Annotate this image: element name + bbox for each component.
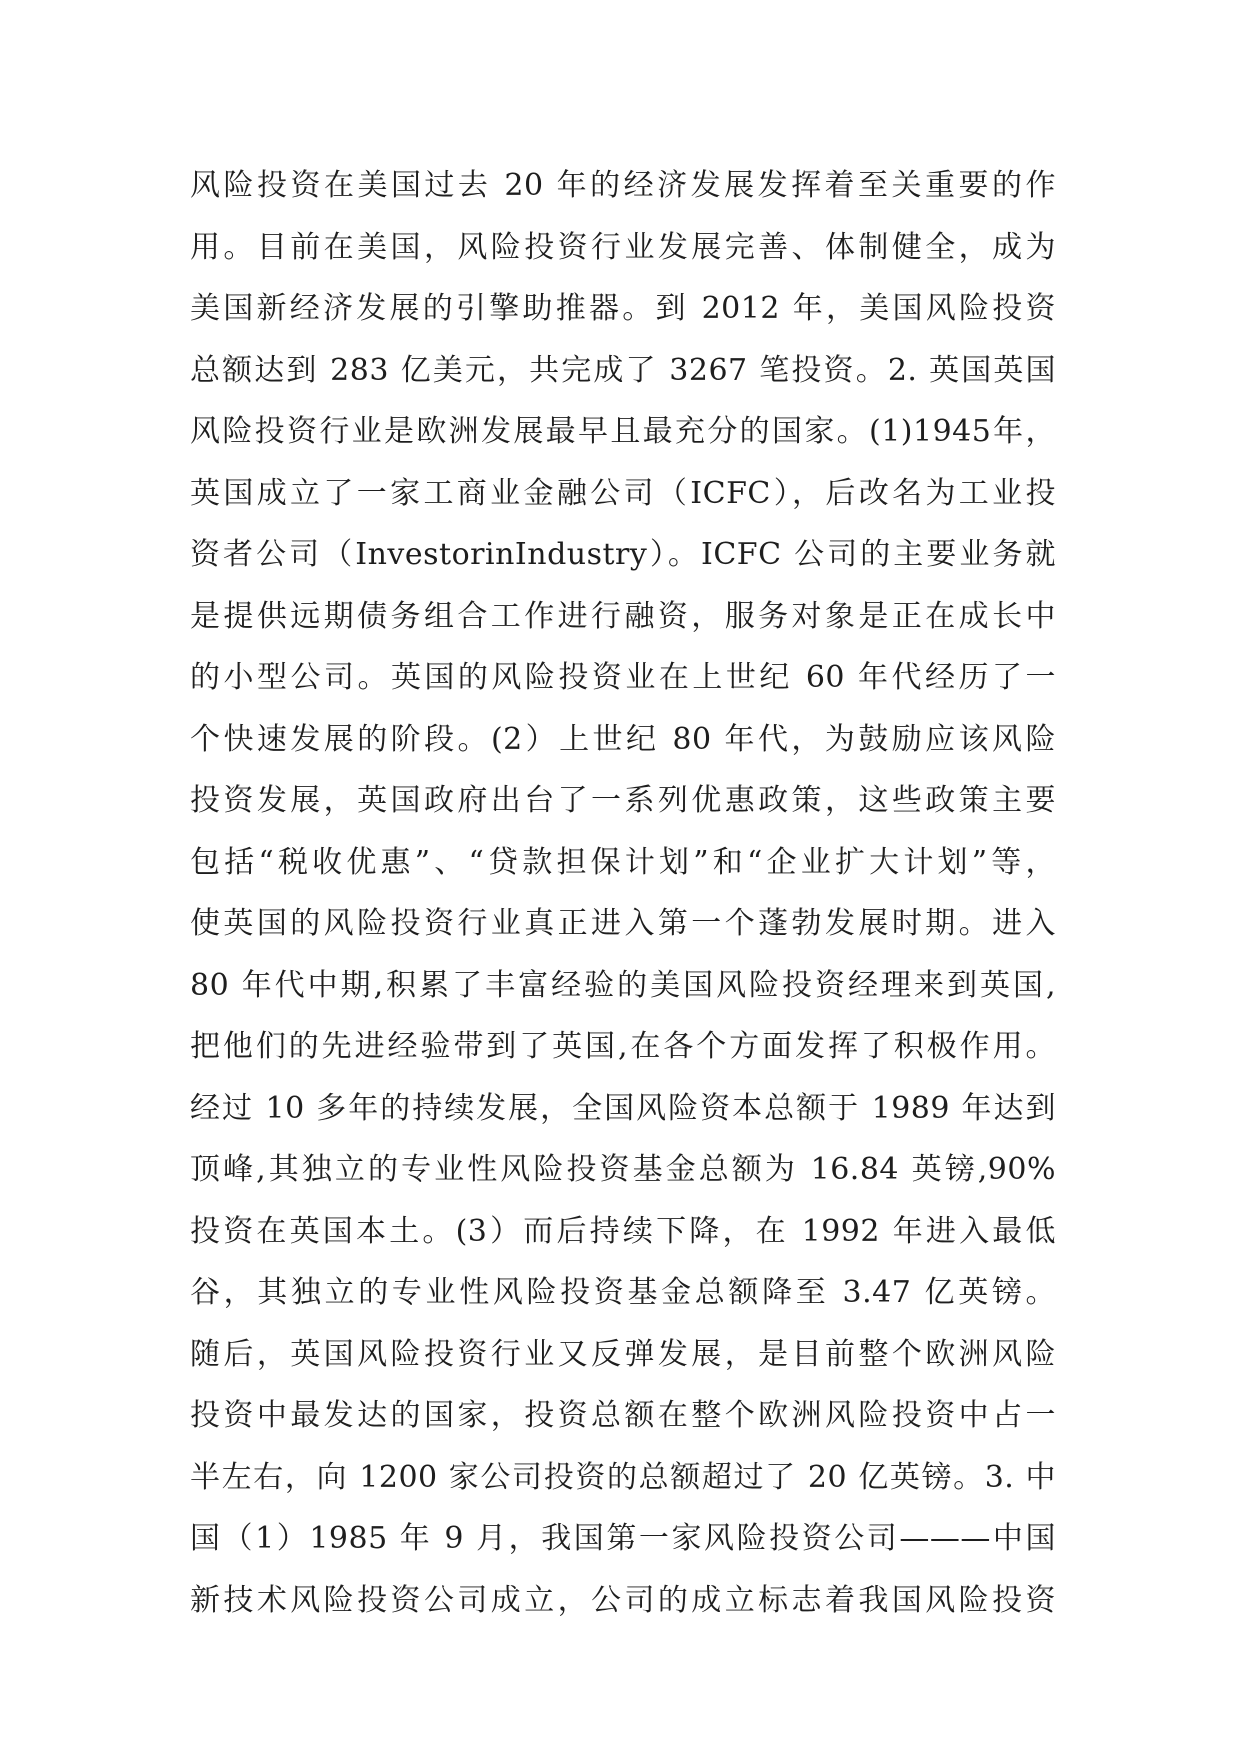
text-line: 投资发展，英国政府出台了一系列优惠政策，这些政策主要	[190, 783, 1056, 818]
text-line: 半左右，向 1200 家公司投资的总额超过了 20 亿英镑。3. 中	[190, 1459, 1056, 1495]
text-line: 用。目前在美国，风险投资行业发展完善、体制健全，成为	[190, 229, 1056, 265]
body-text	[190, 155, 1056, 1631]
text-line: 把他们的先进经验带到了英国,在各个方面发挥了积极作用。	[190, 1029, 1056, 1064]
text-line: 风险投资在美国过去 20 年的经济发展发挥着至关重要的作	[190, 168, 1056, 203]
text-line: 英国成立了一家工商业金融公司（ICFC），后改名为工业投	[190, 475, 1056, 511]
text-line: 使英国的风险投资行业真正进入第一个蓬勃发展时期。进入	[190, 906, 1056, 941]
text-line: 新技术风险投资公司成立，公司的成立标志着我国风险投资	[190, 1582, 1056, 1618]
text-line: 总额达到 283 亿美元，共完成了 3267 笔投资。2. 英国英国	[190, 352, 1056, 388]
text-line: 包括“税收优惠”、“贷款担保计划”和“企业扩大计划”等，	[190, 844, 1056, 880]
text-line: 国（1）1985 年 9 月，我国第一家风险投资公司———中国	[190, 1521, 1056, 1556]
text-line: 投资在英国本土。(3）而后持续下降，在 1992 年进入最低	[190, 1213, 1056, 1249]
text-line: 投资中最发达的国家，投资总额在整个欧洲风险投资中占一	[190, 1398, 1056, 1433]
text-line: 80 年代中期,积累了丰富经验的美国风险投资经理来到英国,	[190, 967, 1056, 1003]
text-line: 谷，其独立的专业性风险投资基金总额降至 3.47 亿英镑。	[190, 1275, 1056, 1310]
text-line: 是提供远期债务组合工作进行融资，服务对象是正在成长中	[190, 598, 1056, 634]
text-line: 的小型公司。英国的风险投资业在上世纪 60 年代经历了一	[190, 660, 1056, 695]
text-line: 资者公司（InvestorinIndustry）。ICFC 公司的主要业务就	[190, 537, 1056, 572]
text-line: 个快速发展的阶段。(2）上世纪 80 年代，为鼓励应该风险	[190, 721, 1056, 757]
text-line: 随后，英国风险投资行业又反弹发展，是目前整个欧洲风险	[190, 1336, 1056, 1372]
text-line: 风险投资行业是欧洲发展最早且最充分的国家。(1)1945年，	[190, 414, 1056, 449]
text-line: 顶峰,其独立的专业性风险投资基金总额为 16.84 英镑,90%	[190, 1152, 1056, 1187]
text-line: 美国新经济发展的引擎助推器。到 2012 年，美国风险投资	[190, 291, 1056, 326]
text-line: 经过 10 多年的持续发展，全国风险资本总额于 1989 年达到	[190, 1090, 1056, 1126]
